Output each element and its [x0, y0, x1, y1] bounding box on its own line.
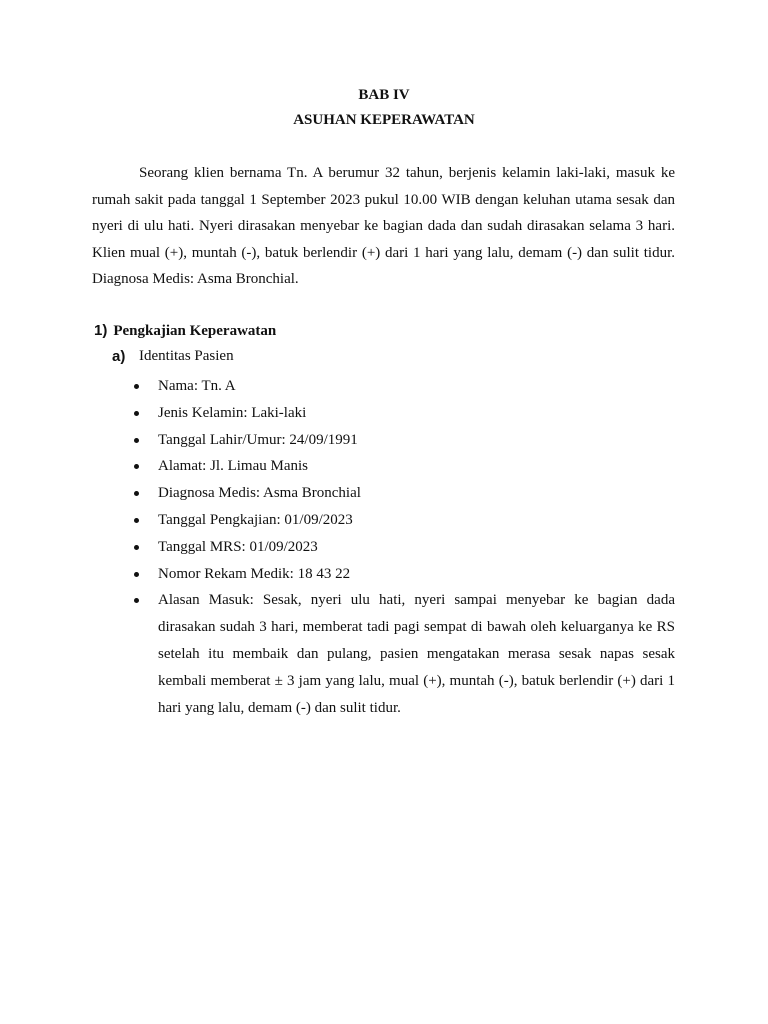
bullet-icon: [134, 572, 139, 577]
bullet-icon: [134, 598, 139, 603]
list-item-text: Nomor Rekam Medik: 18 43 22: [158, 565, 351, 582]
section-number: 1): [94, 322, 108, 339]
subsection-letter: a): [112, 348, 126, 365]
list-item: [158, 427, 675, 454]
list-item: [158, 561, 675, 588]
section-title: Pengkajian Keperawatan: [113, 323, 277, 339]
list-item-text: Tanggal Lahir/Umur: 24/09/1991: [158, 431, 358, 448]
identity-list: [158, 373, 675, 721]
bullet-icon: [134, 491, 139, 496]
list-item: [158, 507, 675, 534]
bullet-icon: [134, 384, 139, 389]
bullet-icon: [134, 438, 139, 443]
list-item: [158, 534, 675, 561]
list-item: [158, 587, 675, 721]
subsection-title: Identitas Pasien: [139, 348, 234, 364]
list-item-text: Tanggal Pengkajian: 01/09/2023: [158, 511, 353, 528]
list-item: [158, 400, 675, 427]
bullet-icon: [134, 518, 139, 523]
list-item-text: Tanggal MRS: 01/09/2023: [158, 538, 318, 555]
list-item: [158, 373, 675, 400]
list-item-text: Nama: Tn. A: [158, 378, 236, 394]
section-heading: [94, 322, 276, 340]
list-item-text: Diagnosa Medis: Asma Bronchial: [158, 485, 361, 502]
bullet-icon: [134, 411, 139, 416]
list-item: [158, 453, 675, 480]
chapter-title: ASUHAN KEPERAWATAN: [293, 112, 475, 128]
chapter-heading: BAB IV: [358, 87, 410, 103]
list-item-text: Alamat: Jl. Limau Manis: [158, 458, 308, 475]
bullet-icon: [134, 545, 139, 550]
list-item: [158, 480, 675, 507]
bullet-icon: [134, 464, 139, 469]
list-item-text: Jenis Kelamin: Laki-laki: [158, 404, 307, 421]
list-item-text: Alasan Masuk: Sesak, nyeri ulu hati, nyeri sampai menyebar ke bagian dada dirasakan sudah 3 hari, memberat tadi pagi sempat di bawah oleh keluarganya ke RS setelah itu membaik dan pulang, pasien mengatakan merasa sesak napas sesak kembali memberat ± 3 jam yang lalu, mual (+), muntah (-), batuk berlendir (+) dari 1 hari yang lalu, demam (-) dan sulit tidur.: [158, 592, 675, 716]
subsection-heading: [112, 348, 234, 366]
intro-paragraph: Seorang klien bernama Tn. A berumur 32 tahun, berjenis kelamin laki-laki, masuk ke rumah sakit pada tanggal 1 September 2023 pukul 10.00 WIB dengan keluhan utama sesak dan nyeri di ulu hati. Nyeri dirasakan menyebar ke bagian dada dan sudah dirasakan selama 3 hari. Klien mual (+), muntah (-), batuk berlendir (+) dari 1 hari yang lalu, demam (-) dan sulit tidur. Diagnosa Medis: Asma Bronchial.: [92, 165, 675, 287]
